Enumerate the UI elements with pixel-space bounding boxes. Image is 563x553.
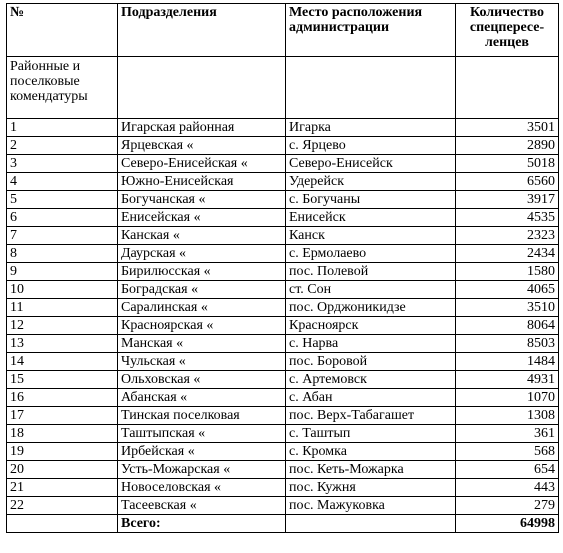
row-location: с. Ярцево	[286, 137, 456, 155]
header-admin-location-line: Место расположения	[289, 5, 423, 20]
row-location: Красноярск	[286, 317, 456, 335]
row-division: Северо-Енисейская «	[118, 155, 286, 173]
table-row	[7, 317, 559, 335]
row-number: 16	[7, 389, 118, 407]
row-location: пос. Боровой	[286, 353, 456, 371]
row-number: 18	[7, 425, 118, 443]
row-division: Бирилюсская «	[118, 263, 286, 281]
table-row	[7, 209, 559, 227]
row-number: 12	[7, 317, 118, 335]
row-division: Игарская районная	[118, 119, 286, 137]
row-division: Богучанская «	[118, 191, 286, 209]
table-row	[7, 155, 559, 173]
row-number: 7	[7, 227, 118, 245]
row-division: Усть-Можарская «	[118, 461, 286, 479]
row-location: Канск	[286, 227, 456, 245]
row-division: Ярцевская «	[118, 137, 286, 155]
row-count: 2890	[456, 137, 559, 155]
table-row	[7, 461, 559, 479]
row-count: 4931	[456, 371, 559, 389]
table-row	[7, 281, 559, 299]
header-count-line: Количество	[469, 5, 545, 20]
group-label: Районные и поселковые комендатуры	[7, 57, 118, 119]
table-row	[7, 173, 559, 191]
row-number: 13	[7, 335, 118, 353]
row-location: с. Кромка	[286, 443, 456, 461]
row-count: 8503	[456, 335, 559, 353]
row-division: Южно-Енисейская	[118, 173, 286, 191]
row-number: 22	[7, 497, 118, 515]
row-count: 3510	[456, 299, 559, 317]
row-count: 3501	[456, 119, 559, 137]
row-location: Игарка	[286, 119, 456, 137]
table-row	[7, 389, 559, 407]
row-number: 14	[7, 353, 118, 371]
row-count: 361	[456, 425, 559, 443]
table-row	[7, 371, 559, 389]
header-division: Подразделения	[118, 4, 286, 57]
row-location: пос. Кеть-Можарка	[286, 461, 456, 479]
row-count: 279	[456, 497, 559, 515]
total-row	[7, 515, 559, 533]
table-row	[7, 191, 559, 209]
row-count: 4535	[456, 209, 559, 227]
table-row	[7, 353, 559, 371]
row-division: Новоселовская «	[118, 479, 286, 497]
row-count: 3917	[456, 191, 559, 209]
row-location: пос. Кужня	[286, 479, 456, 497]
row-number: 10	[7, 281, 118, 299]
row-division: Енисейская «	[118, 209, 286, 227]
row-location: с. Абан	[286, 389, 456, 407]
row-number: 17	[7, 407, 118, 425]
row-count: 443	[456, 479, 559, 497]
row-count: 8064	[456, 317, 559, 335]
row-number: 15	[7, 371, 118, 389]
row-count: 1580	[456, 263, 559, 281]
row-location: пос. Верх-Табагашет	[286, 407, 456, 425]
row-number: 6	[7, 209, 118, 227]
table-row	[7, 137, 559, 155]
empty-cell	[286, 515, 456, 533]
table-row	[7, 119, 559, 137]
row-number: 9	[7, 263, 118, 281]
special-settlers-table	[6, 3, 559, 533]
table-row	[7, 335, 559, 353]
row-count: 568	[456, 443, 559, 461]
row-division: Красноярская «	[118, 317, 286, 335]
header-count-line: спецпересе-	[469, 20, 545, 35]
row-location: с. Нарва	[286, 335, 456, 353]
row-count: 2434	[456, 245, 559, 263]
table-row	[7, 479, 559, 497]
header-count	[456, 4, 559, 57]
row-division: Манская «	[118, 335, 286, 353]
row-number: 4	[7, 173, 118, 191]
row-division: Саралинская «	[118, 299, 286, 317]
row-number: 21	[7, 479, 118, 497]
table-row	[7, 227, 559, 245]
row-location: с. Таштып	[286, 425, 456, 443]
empty-cell	[286, 57, 456, 119]
row-location: с. Ермолаево	[286, 245, 456, 263]
row-division: Таштыпская «	[118, 425, 286, 443]
table-row	[7, 497, 559, 515]
row-location: Северо-Енисейск	[286, 155, 456, 173]
row-division: Чульская «	[118, 353, 286, 371]
total-count: 64998	[456, 515, 559, 533]
table-row	[7, 407, 559, 425]
row-location: Енисейск	[286, 209, 456, 227]
row-number: 11	[7, 299, 118, 317]
table-row	[7, 245, 559, 263]
row-count: 1070	[456, 389, 559, 407]
table-row	[7, 299, 559, 317]
group-row	[7, 57, 559, 119]
table-row	[7, 263, 559, 281]
row-count: 2323	[456, 227, 559, 245]
row-location: с. Богучаны	[286, 191, 456, 209]
row-number: 20	[7, 461, 118, 479]
table-row	[7, 425, 559, 443]
row-number: 3	[7, 155, 118, 173]
row-location: ст. Сон	[286, 281, 456, 299]
row-number: 1	[7, 119, 118, 137]
row-location: с. Артемовск	[286, 371, 456, 389]
row-count: 6560	[456, 173, 559, 191]
row-number: 2	[7, 137, 118, 155]
row-location: пос. Орджоникидзе	[286, 299, 456, 317]
row-division: Канская «	[118, 227, 286, 245]
header-row	[7, 4, 559, 57]
row-division: Даурская «	[118, 245, 286, 263]
row-location: Удерейск	[286, 173, 456, 191]
row-location: пос. Полевой	[286, 263, 456, 281]
row-location: пос. Мажуковка	[286, 497, 456, 515]
header-admin-location-line: администрации	[289, 20, 390, 35]
header-admin-location	[286, 4, 456, 57]
row-count: 4065	[456, 281, 559, 299]
row-division: Ирбейская «	[118, 443, 286, 461]
row-count: 1308	[456, 407, 559, 425]
row-number: 5	[7, 191, 118, 209]
row-count: 5018	[456, 155, 559, 173]
row-count: 1484	[456, 353, 559, 371]
row-count: 654	[456, 461, 559, 479]
row-division: Тасеевская «	[118, 497, 286, 515]
row-number: 8	[7, 245, 118, 263]
table-row	[7, 443, 559, 461]
row-division: Ольховская «	[118, 371, 286, 389]
row-division: Тинская поселковая	[118, 407, 286, 425]
total-label: Всего:	[118, 515, 286, 533]
row-division: Боградская «	[118, 281, 286, 299]
header-number: №	[7, 4, 118, 57]
header-count-line: ленцев	[485, 35, 529, 50]
empty-cell	[7, 515, 118, 533]
row-division: Абанская «	[118, 389, 286, 407]
empty-cell	[456, 57, 559, 119]
row-number: 19	[7, 443, 118, 461]
empty-cell	[118, 57, 286, 119]
